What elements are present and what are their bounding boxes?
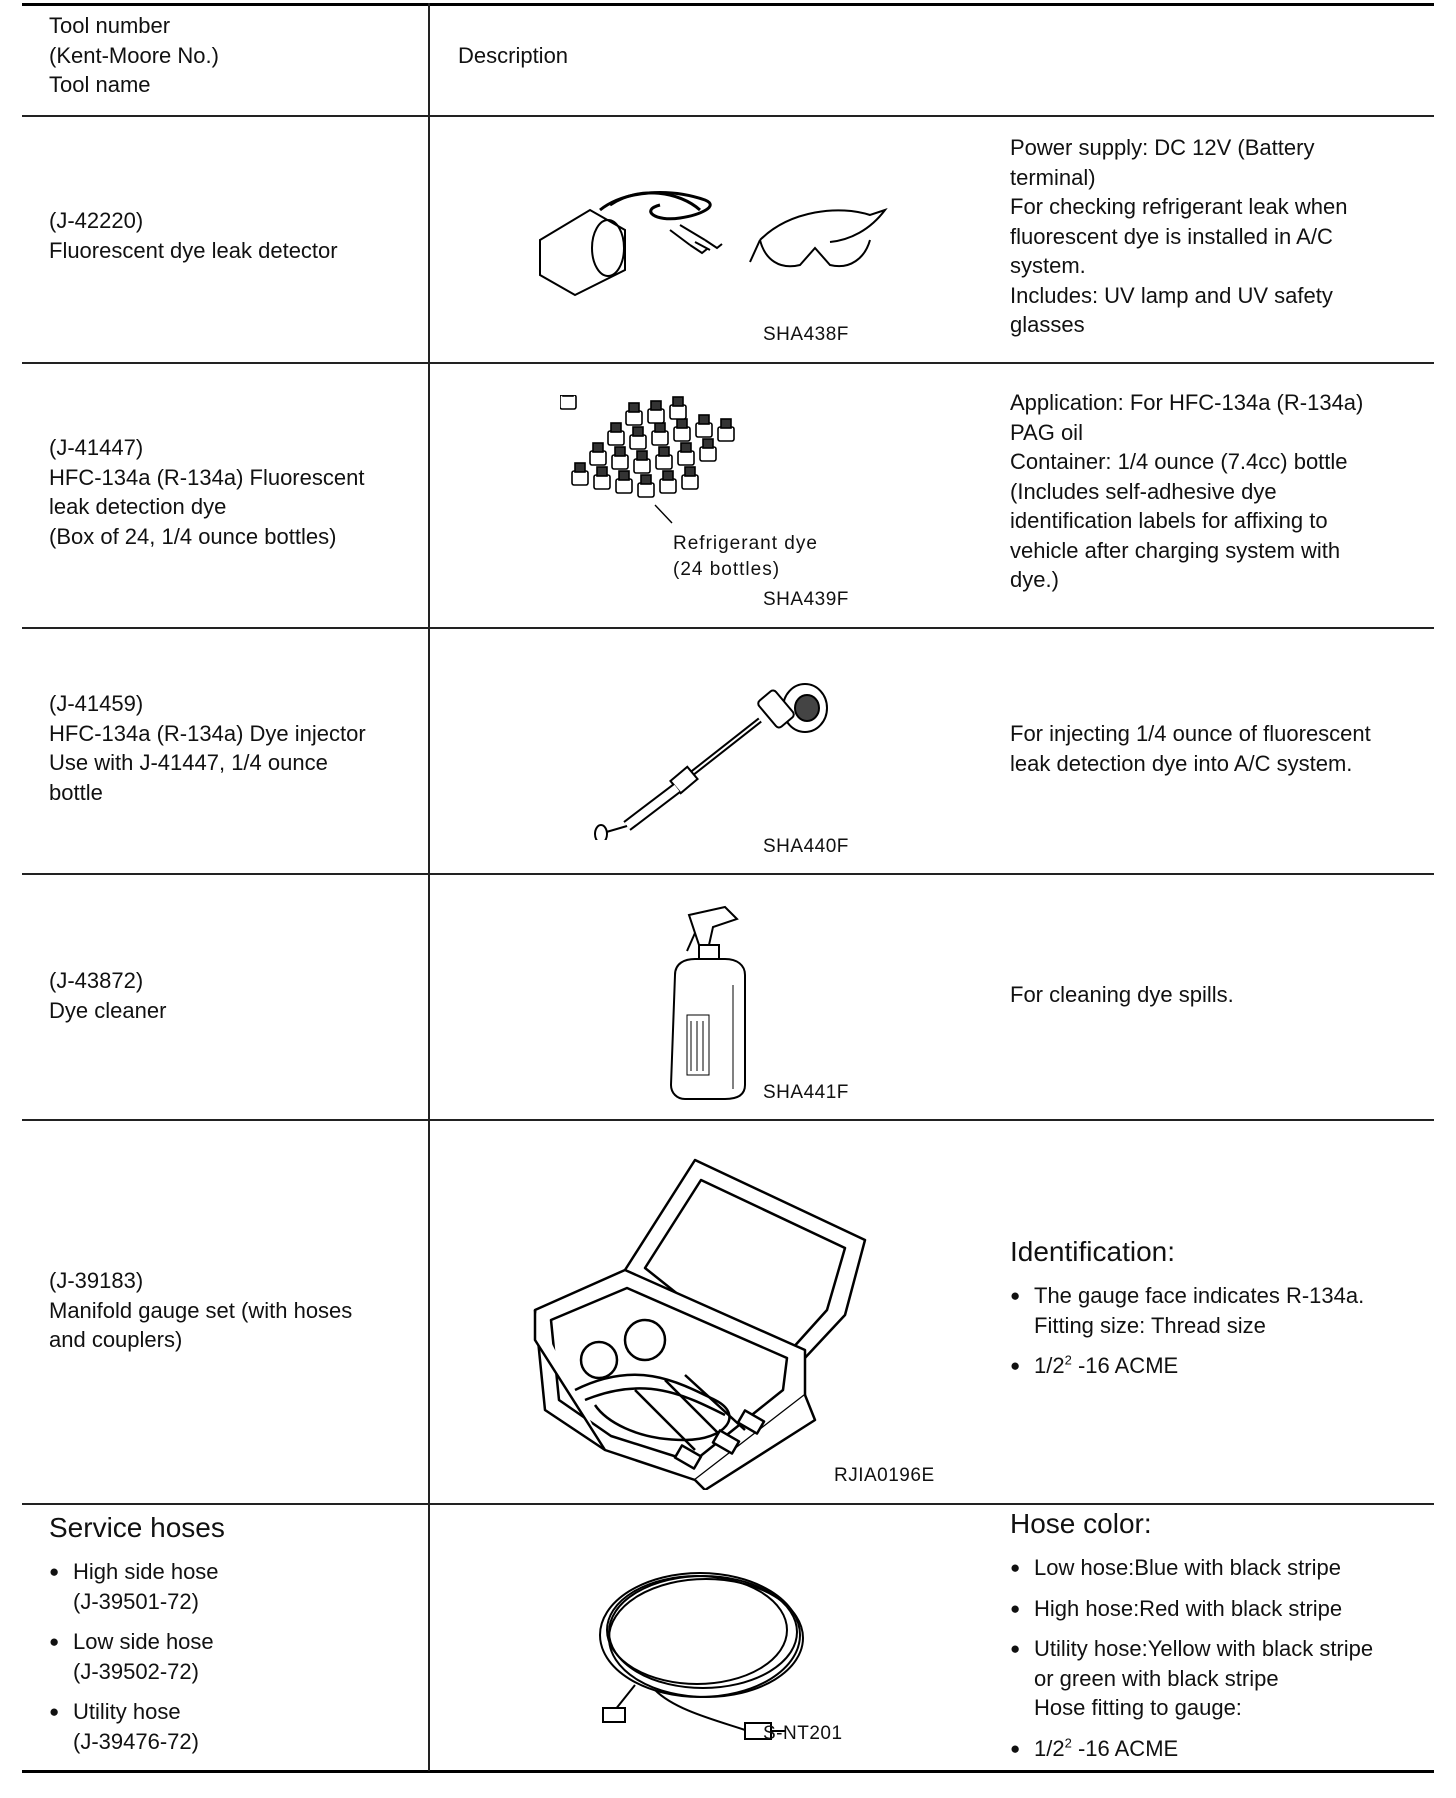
hose-name: ● High side hose	[73, 1559, 219, 1584]
desc-line: For injecting 1/4 ounce of fluorescent	[1010, 721, 1371, 746]
table-top-rule	[22, 3, 1434, 6]
header-tool-line: (Kent-Moore No.)	[49, 42, 219, 68]
desc-line: dye.)	[1010, 567, 1059, 592]
list-item	[1010, 1281, 1364, 1340]
list-item-text: ● Low hose:Blue with black stripe	[1034, 1555, 1341, 1580]
tool-note: (Box of 24, 1/4 ounce bottles)	[49, 523, 337, 549]
superscript: 2	[1064, 1735, 1072, 1751]
desc-line: For checking refrigerant leak when	[1010, 194, 1348, 219]
list-item-text: 1/2	[1034, 1735, 1065, 1761]
desc-line: leak detection dye into A/C system.	[1010, 750, 1353, 776]
row-4-description	[1010, 980, 1234, 1010]
list-item	[1010, 1634, 1373, 1723]
callout-line: Refrigerant dye	[673, 533, 818, 554]
list-item-text: 1/2	[1034, 1353, 1065, 1378]
header-tool-column	[49, 11, 219, 100]
identification-list	[1010, 1281, 1364, 1392]
desc-line: glasses	[1010, 312, 1085, 337]
tool-name: HFC-134a (R-134a) Dye injector	[49, 720, 366, 746]
hose-number: (J-39501-72)	[73, 1588, 199, 1614]
desc-line: identification labels for affixing to	[1010, 508, 1328, 533]
header-description-column: Description	[458, 43, 569, 68]
list-item-text: or green with black stripe	[1034, 1665, 1279, 1691]
figure-callout	[673, 531, 818, 583]
desc-line: Application: For HFC-134a (R-134a)	[1010, 390, 1364, 415]
list-item-text: -16 ACME	[1071, 1353, 1179, 1378]
figure-code: SHA438F	[763, 324, 849, 345]
list-item	[49, 1557, 219, 1616]
row-2-tool-info	[49, 433, 364, 551]
figure-code: SHA441F	[763, 1082, 849, 1103]
list-item	[1010, 1351, 1364, 1381]
tool-note: Use with J-41447, 1/4 ounce	[49, 750, 328, 775]
list-item	[49, 1697, 219, 1756]
figure-code: S-NT201	[763, 1723, 843, 1744]
row-3-tool-info	[49, 689, 366, 807]
gauge-set-case-icon	[515, 1150, 875, 1490]
tool-name: Manifold gauge set (with hoses	[49, 1297, 353, 1323]
hose-color-list	[1010, 1553, 1373, 1774]
tool-number: (J-39183)	[49, 1268, 144, 1293]
desc-line: Power supply: DC 12V (Battery	[1010, 135, 1315, 160]
tool-name: and couplers)	[49, 1327, 183, 1352]
row-divider	[22, 627, 1434, 629]
row-1-tool-info	[49, 206, 338, 265]
list-item-text: ● High hose:Red with black stripe	[1034, 1595, 1343, 1621]
header-tool-line: Tool name	[49, 72, 151, 97]
desc-line: Container: 1/4 ounce (7.4cc) bottle	[1010, 449, 1348, 474]
row-3-description	[1010, 719, 1371, 778]
tool-name: Dye cleaner	[49, 997, 167, 1023]
list-item	[1010, 1553, 1373, 1583]
desc-line: vehicle after charging system with	[1010, 537, 1341, 563]
row-divider	[22, 1119, 1434, 1121]
tool-number: (J-42220)	[49, 208, 144, 233]
row-divider	[22, 1503, 1434, 1505]
dye-bottles-icon	[560, 395, 760, 545]
hose-number: (J-39502-72)	[73, 1658, 199, 1684]
list-item-text: Fitting size: Thread size	[1034, 1312, 1266, 1338]
coiled-hose-icon	[595, 1560, 825, 1750]
figure-code: SHA440F	[763, 836, 849, 857]
list-item-text: ● Utility hose:Yellow with black stripe	[1034, 1636, 1374, 1661]
list-item-text: ● The gauge face indicates R-134a.	[1034, 1283, 1365, 1308]
tool-number: (J-41459)	[49, 691, 144, 716]
desc-line: fluorescent dye is installed in A/C	[1010, 223, 1333, 249]
row-1-description	[1010, 133, 1348, 340]
uv-lamp-and-glasses-icon	[530, 170, 900, 310]
list-item-text: Hose fitting to gauge:	[1034, 1695, 1242, 1720]
figure-code: RJIA0196E	[834, 1465, 935, 1486]
figure-code: SHA439F	[763, 589, 849, 610]
hose-color-heading: Hose color:	[1010, 1508, 1152, 1539]
row-4-tool-info	[49, 966, 166, 1025]
row-divider	[22, 362, 1434, 364]
hose-number: (J-39476-72)	[73, 1728, 199, 1754]
superscript: 2	[1064, 1352, 1072, 1368]
hose-name: ● Utility hose	[73, 1699, 181, 1724]
desc-line: For cleaning dye spills.	[1010, 982, 1234, 1007]
header-tool-line: Tool number	[49, 13, 171, 38]
list-item	[1010, 1594, 1373, 1624]
service-hoses-list	[49, 1557, 219, 1767]
tool-number: (J-41447)	[49, 435, 144, 460]
service-hoses-heading: Service hoses	[49, 1512, 225, 1543]
header-divider	[22, 115, 1434, 117]
tool-name: Fluorescent dye leak detector	[49, 237, 338, 263]
desc-line: PAG oil	[1010, 419, 1083, 445]
desc-line: system.	[1010, 253, 1086, 278]
row-5-tool-info	[49, 1266, 352, 1355]
list-item-text: -16 ACME	[1071, 1735, 1179, 1761]
desc-line: Includes: UV lamp and UV safety	[1010, 282, 1333, 308]
dye-injector-icon	[585, 670, 835, 840]
spray-bottle-icon	[665, 905, 775, 1105]
hose-name: ● Low side hose	[73, 1629, 214, 1654]
row-divider	[22, 873, 1434, 875]
tool-name: HFC-134a (R-134a) Fluorescent	[49, 464, 365, 490]
desc-line: (Includes self-adhesive dye	[1010, 478, 1277, 504]
tool-name: leak detection dye	[49, 494, 227, 519]
list-item	[1010, 1734, 1373, 1764]
callout-line: (24 bottles)	[673, 559, 781, 580]
tool-number: (J-43872)	[49, 968, 144, 993]
list-item	[49, 1627, 219, 1686]
tool-note: bottle	[49, 779, 103, 805]
identification-heading: Identification:	[1010, 1236, 1175, 1267]
desc-line: terminal)	[1010, 164, 1096, 190]
row-2-description	[1010, 388, 1363, 595]
column-divider	[428, 3, 430, 1771]
